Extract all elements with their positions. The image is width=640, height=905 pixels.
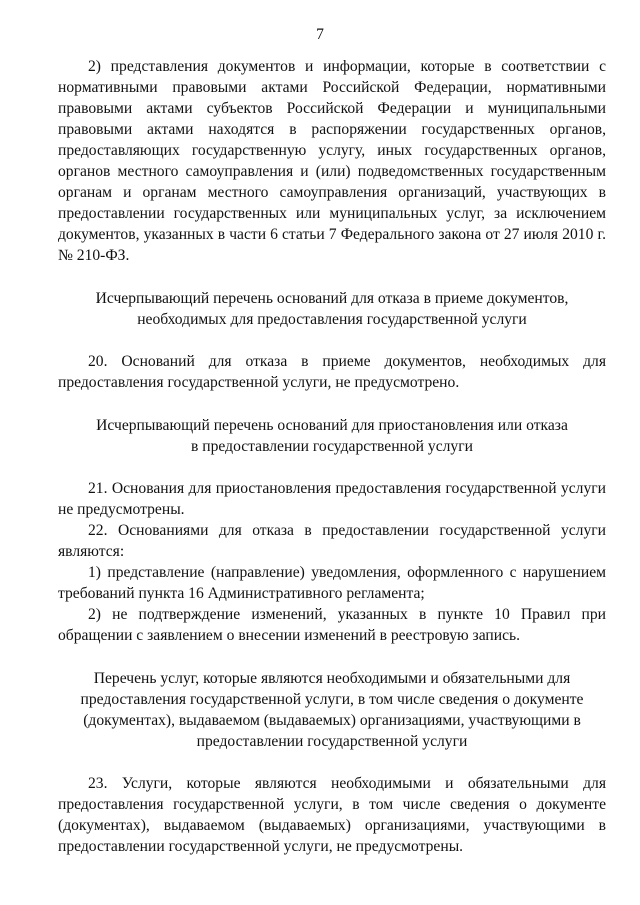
section-heading-suspension-refusal: Исчерпывающий перечень оснований для приостановления или отказа в предоставлении государственной услуги xyxy=(96,417,568,455)
paragraph-22-item-2: 2) не подтверждение изменений, указанных в пункте 10 Правил при обращении с заявлением о внесении изменений в реестровую запись. xyxy=(58,606,606,644)
paragraph-23: 23. Услуги, которые являются необходимыми и обязательными для предоставления государственной услуги, в том числе сведения о документе (документах), выдаваемом (выдаваемых) организациями, участвующими в предоставлении государственной услуги, не предусмотрены. xyxy=(58,775,606,855)
paragraph-22-item-1: 1) представление (направление) уведомления, оформленного с нарушением требований пункта 16 Административного регламента; xyxy=(58,564,606,602)
paragraph-21: 21. Основания для приостановления предоставления государственной услуги не предусмотрены. xyxy=(58,480,606,518)
paragraph-20: 20. Оснований для отказа в приеме документов, необходимых для предоставления государственной услуги, не предусмотрено. xyxy=(58,353,606,391)
document-body xyxy=(58,56,606,857)
paragraph-22: 22. Основаниями для отказа в предоставлении государственной услуги являются: xyxy=(58,522,606,560)
section-heading-required-services: Перечень услуг, которые являются необходимыми и обязательными для предоставления государственной услуги, в том числе сведения о документе (документах), выдаваемом (выдаваемых) организациями, участвующими в предоставлении государственной услуги xyxy=(80,670,584,750)
page-number: 7 xyxy=(316,26,324,43)
paragraph-item-2: 2) представления документов и информации, которые в соответствии с нормативными правовыми актами Российской Федерации, нормативными правовыми актами субъектов Российской Федерации и муниципальными правовыми актами находятся в распоряжении государственных органов, предоставляющих государственную услугу, иных государственных органов, органов местного самоуправления и (или) подведомственных государственным органам и органам местного самоуправления организаций, участвующих в предоставлении государственных или муниципальных услуг, за исключением документов, указанных в части 6 статьи 7 Федерального закона от 27 июля 2010 г. № 210-ФЗ. xyxy=(58,58,606,264)
section-heading-refusal-acceptance: Исчерпывающий перечень оснований для отказа в приеме документов, необходимых для предоставления государственной услуги xyxy=(95,290,569,328)
